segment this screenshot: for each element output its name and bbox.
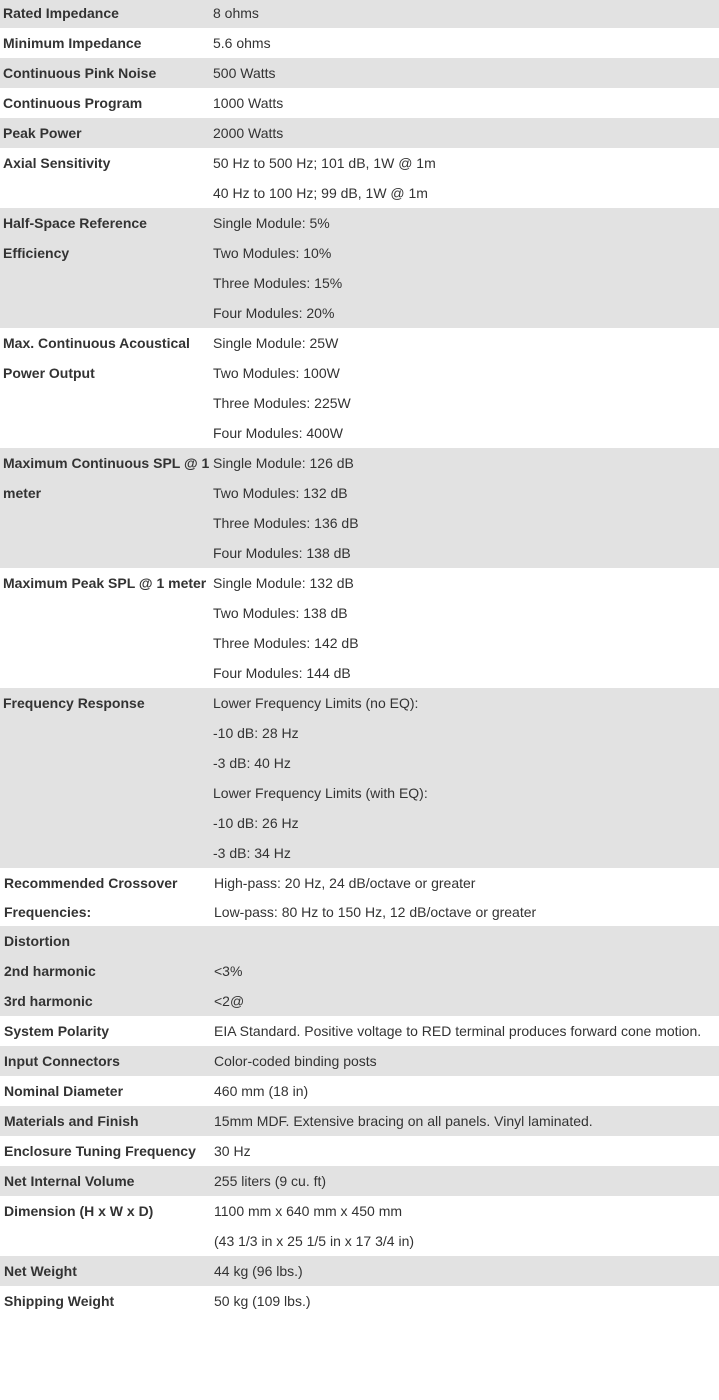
spec-label xyxy=(4,1196,214,1226)
spec-value: 8 ohms xyxy=(213,5,259,21)
spec-value: 15mm MDF. Extensive bracing on all panels. Vinyl laminated. xyxy=(214,1113,593,1129)
spec-row xyxy=(0,58,719,88)
spec-label-line: Axial Sensitivity xyxy=(3,155,111,171)
spec-row xyxy=(0,118,719,148)
spec-label-line: Materials and Finish xyxy=(4,1113,139,1129)
spec-label-line: 2nd harmonic xyxy=(4,963,96,979)
spec-row xyxy=(0,1166,719,1196)
spec-label xyxy=(3,688,213,718)
spec-value: Two Modules: 132 dB xyxy=(213,485,348,501)
spec-row xyxy=(0,926,719,1016)
spec-row xyxy=(0,28,719,58)
spec-label-line: Continuous Pink Noise xyxy=(3,65,157,81)
spec-value: 5.6 ohms xyxy=(213,35,271,51)
spec-label-line: Recommended Crossover xyxy=(4,875,178,891)
spec-label-line: Distortion xyxy=(4,933,71,949)
spec-label-line: Minimum Impedance xyxy=(3,35,142,51)
spec-label-line: meter xyxy=(3,485,42,501)
spec-label-line: Enclosure Tuning Frequency xyxy=(4,1143,196,1159)
spec-row xyxy=(0,868,719,926)
spec-row xyxy=(0,688,719,868)
spec-value: Four Modules: 400W xyxy=(213,425,343,441)
spec-values xyxy=(214,1196,719,1256)
spec-label xyxy=(3,328,213,388)
spec-value: Color-coded binding posts xyxy=(214,1053,377,1069)
spec-label xyxy=(3,88,213,118)
spec-label-line: Power Output xyxy=(3,365,95,381)
spec-value: Four Modules: 144 dB xyxy=(213,665,351,681)
spec-label xyxy=(4,1046,214,1076)
spec-label xyxy=(4,1076,214,1106)
spec-values xyxy=(213,58,719,88)
spec-label-line: 3rd harmonic xyxy=(4,993,93,1009)
spec-label xyxy=(4,1166,214,1196)
spec-value: 40 Hz to 100 Hz; 99 dB, 1W @ 1m xyxy=(213,185,428,201)
spec-label-line: Shipping Weight xyxy=(4,1293,115,1309)
spec-values xyxy=(214,1046,719,1076)
spec-values xyxy=(214,1016,719,1046)
spec-values xyxy=(214,868,719,926)
spec-label-line: Dimension (H x W x D) xyxy=(4,1203,154,1219)
spec-value: 1100 mm x 640 mm x 450 mm xyxy=(214,1203,403,1219)
spec-value: Two Modules: 100W xyxy=(213,365,340,381)
spec-row xyxy=(0,0,719,28)
spec-label-line: Rated Impedance xyxy=(3,5,119,21)
spec-row xyxy=(0,148,719,208)
spec-value: 50 Hz to 500 Hz; 101 dB, 1W @ 1m xyxy=(213,155,436,171)
spec-label xyxy=(3,118,213,148)
spec-value: Three Modules: 136 dB xyxy=(213,515,359,531)
spec-value: Lower Frequency Limits (no EQ): xyxy=(213,695,419,711)
spec-label-line: Net Internal Volume xyxy=(4,1173,135,1189)
spec-label-line: Half-Space Reference xyxy=(3,215,147,231)
spec-row xyxy=(0,1256,719,1286)
spec-values xyxy=(213,448,719,568)
spec-value: Single Module: 25W xyxy=(213,335,339,351)
spec-row xyxy=(0,1046,719,1076)
spec-value: High-pass: 20 Hz, 24 dB/octave or greater xyxy=(214,875,476,891)
spec-label xyxy=(4,868,214,926)
spec-label xyxy=(3,568,213,598)
spec-label xyxy=(3,208,213,268)
spec-values xyxy=(213,28,719,58)
spec-label xyxy=(4,926,214,1016)
spec-label-line: Nominal Diameter xyxy=(4,1083,124,1099)
spec-row xyxy=(0,1286,719,1316)
spec-values xyxy=(213,118,719,148)
spec-label xyxy=(3,0,213,28)
spec-value: Single Module: 132 dB xyxy=(213,575,354,591)
spec-label-line: System Polarity xyxy=(4,1023,110,1039)
spec-value: -10 dB: 26 Hz xyxy=(213,815,299,831)
spec-label xyxy=(4,1286,214,1316)
spec-label xyxy=(3,58,213,88)
spec-label xyxy=(3,28,213,58)
spec-label-line: Maximum Peak SPL @ 1 meter xyxy=(3,575,207,591)
spec-value: Three Modules: 225W xyxy=(213,395,351,411)
spec-label-line: Input Connectors xyxy=(4,1053,120,1069)
spec-value xyxy=(214,926,719,956)
spec-row xyxy=(0,88,719,118)
spec-value: -3 dB: 34 Hz xyxy=(213,845,291,861)
spec-value: 500 Watts xyxy=(213,65,276,81)
spec-value: Two Modules: 10% xyxy=(213,245,332,261)
spec-value: <3% xyxy=(214,963,243,979)
spec-row xyxy=(0,328,719,448)
spec-label xyxy=(4,1136,214,1166)
spec-values xyxy=(213,148,719,208)
spec-values xyxy=(214,1106,719,1136)
spec-label-line: Frequencies: xyxy=(4,904,92,920)
spec-value: 44 kg (96 lbs.) xyxy=(214,1263,303,1279)
spec-label-line: Maximum Continuous SPL @ 1 xyxy=(3,455,210,471)
spec-row xyxy=(0,208,719,328)
spec-values xyxy=(213,0,719,28)
spec-values xyxy=(213,328,719,448)
spec-row xyxy=(0,448,719,568)
spec-row xyxy=(0,1196,719,1256)
spec-value: Four Modules: 138 dB xyxy=(213,545,351,561)
spec-row xyxy=(0,1016,719,1046)
spec-label-line: Efficiency xyxy=(3,245,70,261)
spec-label xyxy=(3,448,213,508)
spec-value: 30 Hz xyxy=(214,1143,251,1159)
spec-row xyxy=(0,1076,719,1106)
spec-value: Lower Frequency Limits (with EQ): xyxy=(213,785,428,801)
spec-value: Three Modules: 142 dB xyxy=(213,635,359,651)
spec-label-line: Frequency Response xyxy=(3,695,145,711)
spec-value: Four Modules: 20% xyxy=(213,305,335,321)
spec-value: Three Modules: 15% xyxy=(213,275,343,291)
spec-values xyxy=(214,926,719,1016)
spec-row xyxy=(0,1136,719,1166)
spec-value: 460 mm (18 in) xyxy=(214,1083,309,1099)
spec-values xyxy=(214,1136,719,1166)
spec-value: <2@ xyxy=(214,993,245,1009)
spec-value: -3 dB: 40 Hz xyxy=(213,755,291,771)
spec-row xyxy=(0,1106,719,1136)
spec-label xyxy=(4,1106,214,1136)
spec-value: -10 dB: 28 Hz xyxy=(213,725,299,741)
spec-values xyxy=(214,1166,719,1196)
spec-values xyxy=(213,568,719,688)
spec-values xyxy=(214,1076,719,1106)
spec-value: 255 liters (9 cu. ft) xyxy=(214,1173,327,1189)
spec-label xyxy=(4,1256,214,1286)
spec-value: 1000 Watts xyxy=(213,95,284,111)
spec-values xyxy=(214,1256,719,1286)
spec-label-line: Net Weight xyxy=(4,1263,77,1279)
spec-values xyxy=(214,1286,719,1316)
spec-label xyxy=(4,1016,214,1046)
spec-label-line: Max. Continuous Acoustical xyxy=(3,335,190,351)
spec-value: (43 1/3 in x 25 1/5 in x 17 3/4 in) xyxy=(214,1233,415,1249)
spec-value: EIA Standard. Positive voltage to RED terminal produces forward cone motion. xyxy=(214,1023,702,1039)
spec-label-line: Peak Power xyxy=(3,125,82,141)
spec-value: Two Modules: 138 dB xyxy=(213,605,348,621)
spec-value: Low-pass: 80 Hz to 150 Hz, 12 dB/octave or greater xyxy=(214,904,537,920)
spec-label-line: Continuous Program xyxy=(3,95,143,111)
spec-value: 2000 Watts xyxy=(213,125,284,141)
spec-row xyxy=(0,568,719,688)
spec-values xyxy=(213,88,719,118)
spec-label xyxy=(3,148,213,178)
spec-value: Single Module: 126 dB xyxy=(213,455,354,471)
spec-value: Single Module: 5% xyxy=(213,215,330,231)
spec-values xyxy=(213,208,719,328)
spec-value: 50 kg (109 lbs.) xyxy=(214,1293,311,1309)
spec-values xyxy=(213,688,719,868)
